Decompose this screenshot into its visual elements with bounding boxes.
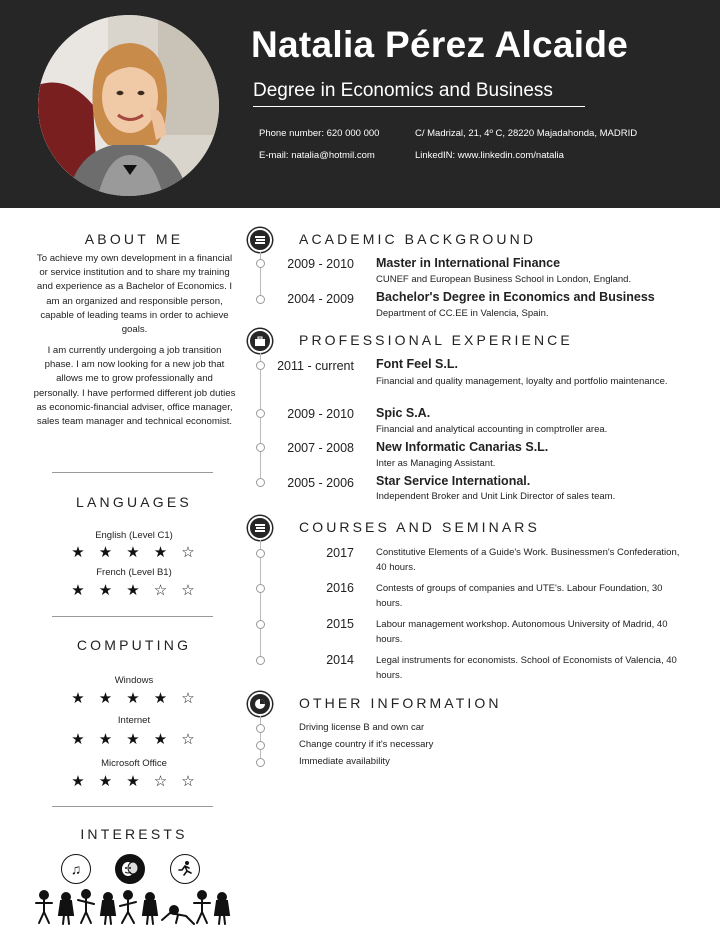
entry-date: 2007 - 2008 [287,441,354,455]
email[interactable]: E-mail: natalia@hotmil.com [259,150,375,161]
entry-description: Inter as Managing Assistant. [376,458,496,469]
timeline-dot [256,758,265,767]
music-note-icon: ♫ [61,854,91,884]
entry-description: Financial and analytical accounting in comptroller area. [376,424,608,435]
computing-label: Internet [117,715,151,726]
entry-description: Department of CC.EE in Valencia, Spain. [376,308,549,319]
star-empty-icon: ☆ [153,773,168,790]
computing-label: Microsoft Office [101,758,167,769]
entry-title: Bachelor's Degree in Economics and Business [376,290,655,304]
star-filled-icon: ★ [126,731,140,748]
about-heading: ABOUT ME [84,231,184,247]
course-description: Legal instruments for economists. School of Economists of Valencia, 40 hours. [376,655,677,681]
timeline-dot [256,741,265,750]
briefcase-icon [248,329,272,353]
star-empty-icon: ☆ [181,731,195,748]
interests-heading: INTERESTS [80,826,188,842]
books-icon [248,516,272,540]
star-filled-icon: ★ [126,773,140,790]
course-year: 2017 [326,546,354,560]
rating-stars [68,691,198,707]
candidate-name: Natalia Pérez Alcaide [251,24,629,65]
entry-description: Independent Broker and Unit Link Director of sales team. [376,491,616,502]
star-empty-icon: ☆ [181,544,195,561]
pie-chart-icon [248,692,272,716]
star-filled-icon: ★ [71,773,85,790]
rating-stars [68,732,198,748]
degree-title: Degree in Economics and Business [253,80,585,107]
star-filled-icon: ★ [98,690,113,707]
other-item: Driving license B and own car [299,722,425,733]
entry-date: 2009 - 2010 [287,257,354,271]
course-year: 2014 [326,653,354,667]
language-label: French (Level B1) [96,567,172,578]
entry-title: Master in International Finance [376,256,561,270]
entry-date: 2009 - 2010 [287,407,354,421]
about-paragraph-2: I am currently undergoing a job transition phase. I am now looking for a new job that allows me to grow professionally and personally. I have performed different job duties as economic-financial adviser, office manager, sales team manager and technical economist. [33,345,236,428]
entry-title: New Informatic Canarias S.L. [376,440,549,454]
entry-date: 2011 - current [277,359,354,373]
language-label: English (Level C1) [95,530,173,541]
star-filled-icon: ★ [71,544,85,561]
languages-heading: LANGUAGES [76,494,192,510]
entry-description: CUNEF and European Business School in London, England. [376,274,632,285]
star-filled-icon: ★ [153,690,168,707]
star-filled-icon: ★ [71,690,85,707]
courses-heading: COURSES AND SEMINARS [299,519,540,535]
phone-number: Phone number: 620 000 000 [259,128,380,139]
course-description: Contests of groups of companies and UTE's. Labour Foundation, 30 hours. [376,583,663,609]
other-heading: OTHER INFORMATION [299,695,502,711]
divider [52,806,213,807]
star-empty-icon: ☆ [153,582,168,599]
entry-date: 2005 - 2006 [287,476,354,490]
other-item: Immediate availability [299,756,390,767]
star-filled-icon: ★ [153,731,168,748]
star-filled-icon: ★ [153,544,168,561]
star-filled-icon: ★ [98,731,113,748]
entry-date: 2004 - 2009 [287,292,354,306]
rating-stars [68,774,198,790]
header [0,0,720,208]
about-paragraph-1: To achieve my own development in a financial or service institution and to share my training and experience as a Bachelor of Economics. I am an organized and responsible person, capable of leading teams in order to achieve goals. [36,253,233,336]
other-item: Change country if it's necessary [299,739,434,750]
people-silhouettes [34,888,234,928]
star-filled-icon: ★ [98,582,113,599]
star-filled-icon: ★ [71,582,85,599]
star-filled-icon: ★ [126,582,140,599]
address: C/ Madrizal, 21, 4º C, 28220 Majadahonda, MADRID [415,128,638,139]
computing-heading: COMPUTING [76,637,192,653]
star-empty-icon: ☆ [181,690,195,707]
running-icon [170,854,200,884]
timeline-dot [256,724,265,733]
academic-heading: ACADEMIC BACKGROUND [299,231,537,247]
linkedin[interactable]: LinkedIN: www.linkedin.com/natalia [415,150,564,161]
entry-title: Font Feel S.L. [376,357,458,371]
course-description: Constitutive Elements of a Guide's Work. Businessmen's Confederation, 40 hours. [376,547,680,573]
star-filled-icon: ★ [98,544,113,561]
books-icon [248,228,272,252]
star-filled-icon: ★ [98,773,113,790]
star-filled-icon: ★ [126,544,140,561]
course-year: 2016 [326,581,354,595]
divider [52,472,213,473]
course-year: 2015 [326,617,354,631]
star-empty-icon: ☆ [181,773,195,790]
entry-title: Star Service International. [376,474,531,488]
star-filled-icon: ★ [126,690,140,707]
entry-description: Financial and quality management, loyalty and portfolio maintenance. [376,376,668,387]
star-empty-icon: ☆ [181,582,195,599]
star-filled-icon: ★ [71,731,85,748]
computing-label: Windows [114,675,154,686]
experience-heading: PROFESSIONAL EXPERIENCE [299,332,573,348]
profile-photo [38,15,219,196]
theater-masks-icon [115,854,145,884]
course-description: Labour management workshop. Autonomous University of Madrid, 40 hours. [376,619,668,645]
entry-title: Spic S.A. [376,406,431,420]
